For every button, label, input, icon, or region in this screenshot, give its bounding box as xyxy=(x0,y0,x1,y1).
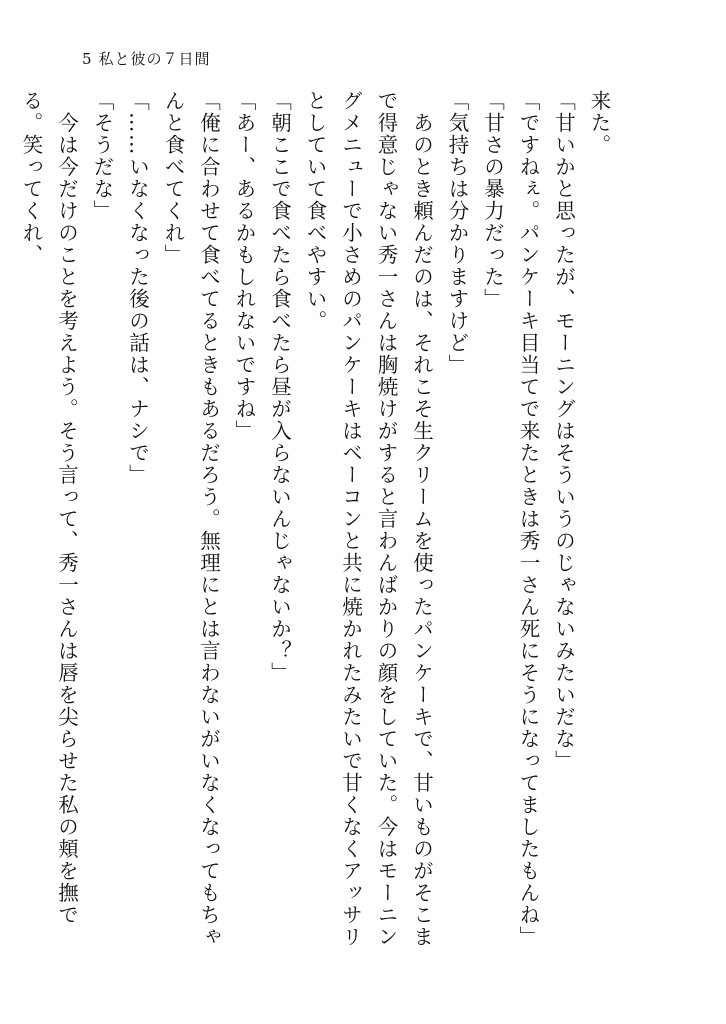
text-line: 「俺に合わせて食べてるときもあるだろう。無理にとは言わないがいなくなってもちゃんと食べてくれ」 xyxy=(161,90,221,948)
chapter-title: 私と彼の７日間 xyxy=(98,50,211,68)
text-paragraph: あのとき頼んだのは、それこそ生クリームを使ったパンケーキで、甘いものがそこまで得意じゃない秀一さんは胸焼けがすると言わんばかりの顔をしていた。今はモーニングメニューで小さめのパンケーキはベーコンと共に焼かれたみたいで甘くなくアッサリとしていて食べやすい。 xyxy=(303,90,434,948)
running-header xyxy=(82,48,211,69)
text-line: 「甘さの暴力だった」 xyxy=(480,90,505,310)
chapter-number: 5 xyxy=(82,50,93,68)
text-line: 「ですねぇ。パンケーキ目当てで来たときは秀一さん死にそうになってましたもんね」 xyxy=(516,90,540,948)
text-line: 来た。 xyxy=(587,90,611,156)
text-line: 「朝ここで食べたら食べたら昼が入らないんじゃないか？」 xyxy=(267,90,292,684)
text-line: 「あー、あるかもしれないですね」 xyxy=(232,90,256,442)
vertical-text-body xyxy=(19,90,616,950)
text-paragraph: 今は今だけのことを考えよう。そう言って、秀一さんは唇を尖らせた私の頬を撫でる。笑ってくれ、 xyxy=(19,90,79,926)
text-line: 「……いなくなった後の話は、ナシで」 xyxy=(125,90,150,486)
text-line: 「甘いかと思ったが、モーニングはそういうのじゃないみたいだな」 xyxy=(551,90,576,772)
text-line: 「そうだな」 xyxy=(90,90,114,222)
text-line: 「気持ちは分かりますけど」 xyxy=(445,90,469,376)
